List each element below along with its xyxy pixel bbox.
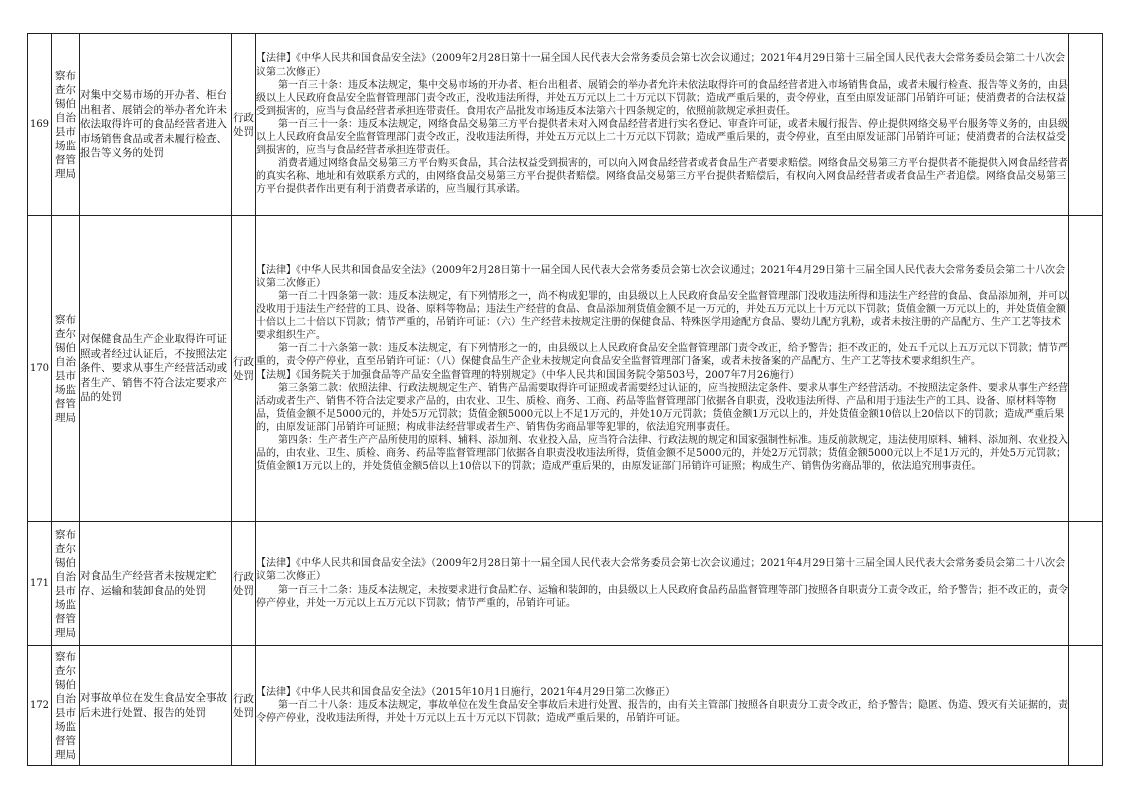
implementing-agency: 察布查尔锡伯自治县市场监督管理局 — [52, 34, 80, 216]
legal-basis — [256, 646, 1069, 766]
basis-paragraph: 【法规】《国务院关于加强食品等产品安全监督管理的特别规定》（中华人民共和国国务院令第503号，2007年7月26施行） — [256, 369, 800, 381]
table-row — [28, 646, 1103, 766]
basis-paragraph: 【法律】《中华人民共和国食品安全法》（2015年10月1日施行，2021年4月29日第二次修正） — [256, 686, 676, 698]
power-type: 行政处罚 — [232, 646, 256, 766]
power-type: 行政处罚 — [232, 522, 256, 646]
table-row — [28, 34, 1103, 216]
implementing-agency: 察布查尔锡伯自治县市场监督管理局 — [52, 646, 80, 766]
basis-paragraph: 第一百二十六条第一款：违反本法规定，有下列情形之一的，由县级以上人民政府食品安全监督管理部门责令改正，给予警告；拒不改正的，处五千元以上五万元以下罚款；情节严重的，责令停产停业，直至吊销许可证：（八）保健食品生产企业未按规定向食品安全监督管理部门备案，或者未按备案的产品配方、生产工艺等技术要求组织生产。 — [256, 343, 1068, 368]
row-number: 172 — [28, 646, 52, 766]
row-number: 169 — [28, 34, 52, 216]
penalty-item-name: 对事故单位在发生食品安全事故后未进行处置、报告的处罚 — [80, 646, 232, 766]
implementing-agency: 察布查尔锡伯自治县市场监督管理局 — [52, 216, 80, 522]
power-type: 行政处罚 — [232, 34, 256, 216]
remarks-cell — [1069, 34, 1103, 216]
basis-paragraph: 第一百二十八条：违反本法规定，事故单位在发生食品安全事故后未进行处置、报告的，由有关主管部门按照各自职责分工责令改正，给予警告；隐匿、伪造、毁灭有关证据的，责令停产停业，没收违法所得，并处十万元以上五十万元以下罚款；造成严重后果的，吊销许可证。 — [256, 699, 1068, 725]
row-number: 170 — [28, 216, 52, 522]
basis-paragraph: 【法律】《中华人民共和国食品安全法》（2009年2月28日第十一届全国人民代表大会常务委员会第七次会议通过；2021年4月29日第十三届全国人民代表大会常务委员会第二十八次会议第二次修正） — [256, 53, 1066, 78]
basis-paragraph: 第一百三十一条：违反本法规定，网络食品交易第三方平台提供者未对入网食品经营者进行实名登记、审查许可证，或者未履行报告、停止提供网络交易平台服务等义务的，由县级以上人民政府食品安全监督管理部门责令改正，没收违法所得，并处五万元以上二十万元以下罚款；造成严重后果的，责令停业，直至由原发证部门吊销许可证；使消费者的合法权益受到损害的，应当与食品经营者承担连带责任。 — [256, 118, 1068, 157]
basis-paragraph: 第一百三十条：违反本法规定，集中交易市场的开办者、柜台出租者、展销会的举办者允许未依法取得许可的食品经营者进入市场销售食品，或者未履行检查、报告等义务的，由县级以上人民政府食品安全监督管理部门责令改正，没收违法所得，并处五万元以上二十万元以下罚款；造成严重后果的，责令停业，直至由原发证部门吊销许可证；使消费者的合法权益受到损害的，应当与食品经营者承担连带责任。食用农产品批发市场违反本法第六十四条规定的，依照前款规定承担责任。 — [256, 79, 1068, 117]
remarks-cell — [1069, 646, 1103, 766]
table-row — [28, 522, 1103, 646]
legal-basis — [256, 34, 1069, 216]
legal-basis — [256, 216, 1069, 522]
remarks-cell — [1069, 216, 1103, 522]
penalty-table — [27, 33, 1103, 766]
basis-paragraph: 消费者通过网络食品交易第三方平台购买食品，其合法权益受到损害的，可以向入网食品经营者或者食品生产者要求赔偿。网络食品交易第三方平台提供者不能提供入网食品经营者的真实名称、地址和有效联系方式的，由网络食品交易第三方平台提供者赔偿。网络食品交易第三方平台提供者赔偿后，有权向入网食品经营者或者食品生产者追偿。网络食品交易第三方平台提供者作出更有利于消费者承诺的，应当履行其承诺。 — [256, 158, 1068, 196]
basis-paragraph: 【法律】《中华人民共和国食品安全法》（2009年2月28日第十一届全国人民代表大会常务委员会第七次会议通过；2021年4月29日第十三届全国人民代表大会常务委员会第二十八次会议第二次修正） — [256, 264, 1066, 289]
power-type: 行政处罚 — [232, 216, 256, 522]
penalty-item-name: 对集中交易市场的开办者、柜台出租者、展销会的举办者允许未依法取得许可的食品经营者进入市场销售食品或者未履行检查、报告等义务的处罚 — [80, 34, 232, 216]
basis-paragraph: 【法律】《中华人民共和国食品安全法》（2009年2月28日第十一届全国人民代表大会常务委员会第七次会议通过；2021年4月29日第十三届全国人民代表大会常务委员会第二十八次会议第二次修正） — [256, 558, 1066, 583]
legal-basis — [256, 522, 1069, 646]
row-number: 171 — [28, 522, 52, 646]
basis-paragraph: 第一百二十四条第一款：违反本法规定，有下列情形之一，尚不构成犯罪的，由县级以上人民政府食品安全监督管理部门没收违法所得和违法生产经营的食品、食品添加剂，并可以没收用于违法生产经营的工具、设备、原料等物品；违法生产经营的食品、食品添加剂货值金额不足一万元的，并处五万元以上十万元以下罚款；货值金额一万元以上的，并处货值金额十倍以上二十倍以下罚款；情节严重的，吊销许可证：（六）生产经营未按规定注册的保健食品、特殊医学用途配方食品、婴幼儿配方乳粉，或者未按注册的产品配方、生产工艺等技术要求组织生产。 — [256, 290, 1068, 342]
implementing-agency: 察布查尔锡伯自治县市场监督管理局 — [52, 522, 80, 646]
basis-paragraph: 第四条：生产者生产产品所使用的原料、辅料、添加剂、农业投入品，应当符合法律、行政法规的规定和国家强制性标准。违反前款规定，违法使用原料、辅料、添加剂、农业投入品的，由农业、卫生、质检、商务、药品等监督管理部门依据各自职责没收违法所得，货值金额不足5000元的，并处2万元罚款；货值金额5000元以上不足1万元的，并处5万元罚款；货值金额1万元以上的，并处货值金额5倍以上10倍以下的罚款；造成严重后果的，由原发证部门吊销许可证照；构成生产、销售伪劣商品罪的，依法追究刑事责任。 — [256, 434, 1068, 473]
basis-paragraph: 第三条第二款：依照法律、行政法规规定生产、销售产品需要取得许可证照或者需要经过认证的，应当按照法定条件、要求从事生产经营活动。不按照法定条件、要求从事生产经营活动或者生产、销售不符合法定要求产品的，由农业、卫生、质检、商务、工商、药品等监督管理部门依据各自职责，没收违法所得、产品和用于违法生产的工具、设备、原材料等物品，货值金额不足5000元的，并处5万元罚款；货值金额5000元以上不足1万元的，并处10万元罚款；货值金额1万元以上的，并处货值金额10倍以上20倍以下的罚款；造成严重后果的，由原发证部门吊销许可证照；构成非法经营罪或者生产、销售伪劣商品罪等犯罪的，依法追究刑事责任。 — [256, 382, 1068, 433]
penalty-item-name: 对保健食品生产企业取得许可证照或者经过认证后，不按照法定条件、要求从事生产经营活动或者生产、销售不符合法定要求产品的处罚 — [80, 216, 232, 522]
basis-paragraph: 第一百三十二条：违反本法规定，未按要求进行食品贮存、运输和装卸的，由县级以上人民政府食品药品监督管理等部门按照各自职责分工责令改正，给予警告；拒不改正的，责令停产停业，并处一万元以上五万元以下罚款；情节严重的，吊销许可证。 — [256, 584, 1068, 609]
penalty-item-name: 对食品生产经营者未按规定贮存、运输和装卸食品的处罚 — [80, 522, 232, 646]
remarks-cell — [1069, 522, 1103, 646]
table-row — [28, 216, 1103, 522]
